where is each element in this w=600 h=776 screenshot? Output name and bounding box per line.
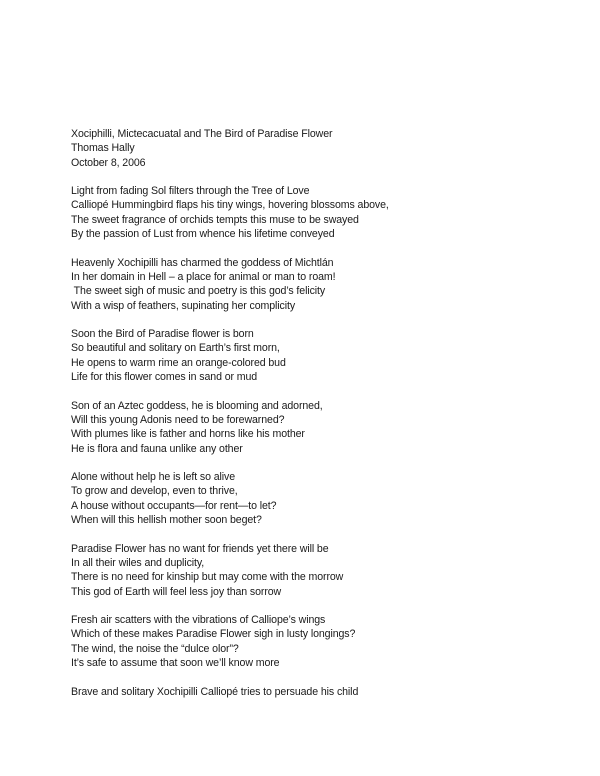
poem-line: Light from fading Sol filters through the Tree of Love	[71, 185, 310, 198]
poem-body	[71, 127, 571, 699]
poem-line: So beautiful and solitary on Earth’s first morn,	[71, 342, 280, 355]
poem-line: There is no need for kinship but may come with the morrow	[71, 571, 344, 584]
stanza-7	[71, 613, 571, 670]
poem-line: A house without occupants—for rent—to let?	[71, 499, 277, 512]
poem-line: The sweet sigh of music and poetry is this god’s felicity	[71, 285, 326, 298]
poem-line: Which of these makes Paradise Flower sigh in lusty longings?	[71, 628, 356, 641]
poem-line: This god of Earth will feel less joy than sorrow	[71, 585, 282, 598]
poem-header	[71, 127, 571, 170]
stanza-4	[71, 399, 571, 456]
poem-line: The sweet fragrance of orchids tempts this muse to be swayed	[71, 213, 359, 226]
poem-line: With a wisp of feathers, supinating her complicity	[71, 299, 296, 312]
poem-line: Son of an Aztec goddess, he is blooming and adorned,	[71, 399, 323, 412]
poem-line: Life for this flower comes in sand or mud	[71, 371, 258, 384]
poem-line: Fresh air scatters with the vibrations of Calliope’s wings	[71, 614, 326, 627]
poem-line: Paradise Flower has no want for friends yet there will be	[71, 542, 329, 555]
stanza-6	[71, 542, 571, 599]
stanza-2	[71, 256, 571, 313]
poem-line: It’s safe to assume that soon we’ll know more	[71, 656, 280, 669]
poem-line: Soon the Bird of Paradise flower is born	[71, 328, 254, 341]
poem-line: The wind, the noise the “dulce olor”?	[71, 642, 239, 655]
poem-line: Alone without help he is left so alive	[71, 471, 236, 484]
poem-line: To grow and develop, even to thrive,	[71, 485, 238, 498]
poem-line: He is flora and fauna unlike any other	[71, 442, 243, 455]
poem-title: Xociphilli, Mictecacuatal and The Bird of Paradise Flower	[71, 128, 333, 140]
poem-line: In all their wiles and duplicity,	[71, 556, 205, 569]
poem-date: October 8, 2006	[71, 156, 146, 169]
poem-author: Thomas Hally	[71, 142, 135, 155]
poem-line: When will this hellish mother soon beget?	[71, 514, 262, 527]
poem-line: He opens to warm rime an orange-colored bud	[71, 356, 286, 369]
poem-line: Heavenly Xochipilli has charmed the goddess of Michtlán	[71, 256, 334, 269]
stanza-5	[71, 470, 571, 527]
poem-line: Calliopé Hummingbird flaps his tiny wings, hovering blossoms above,	[71, 199, 389, 212]
poem-line: With plumes like is father and horns like his mother	[71, 428, 305, 441]
stanza-8	[71, 685, 571, 699]
stanza-3	[71, 327, 571, 384]
poem-line: By the passion of Lust from whence his lifetime conveyed	[71, 228, 335, 241]
poem-line: In her domain in Hell – a place for animal or man to roam!	[71, 270, 336, 283]
poem-line: Brave and solitary Xochipilli Calliopé tries to persuade his child	[71, 685, 359, 698]
stanza-1	[71, 184, 571, 241]
poem-line: Will this young Adonis need to be forewarned?	[71, 413, 285, 426]
